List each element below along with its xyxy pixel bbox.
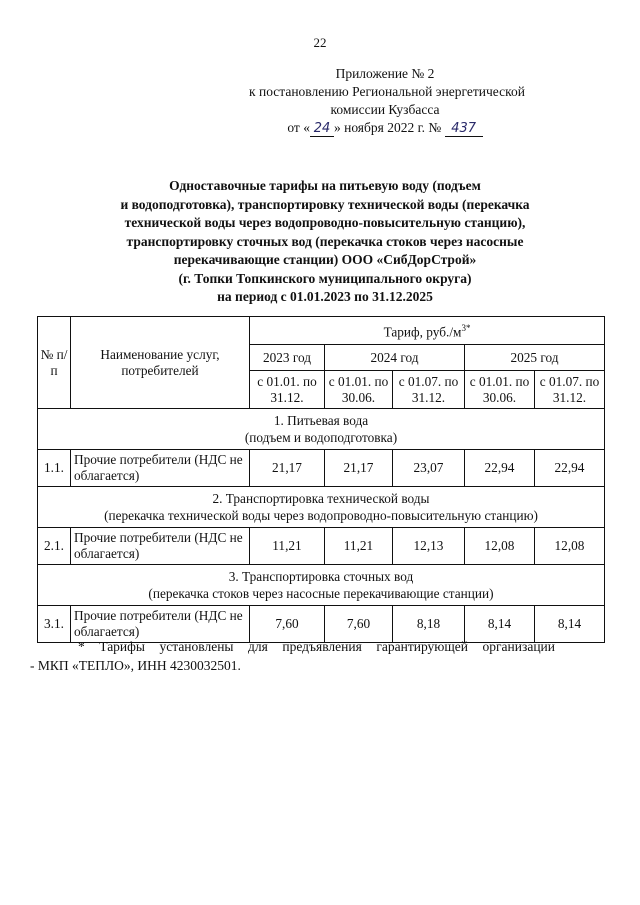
title-line: технической воды через водопроводно-повысительную станцию), bbox=[124, 215, 526, 230]
tariff-value: 22,94 bbox=[535, 450, 605, 487]
title-line: (г. Топки Топкинского муниципального округа) bbox=[178, 270, 472, 286]
tariff-value: 12,08 bbox=[535, 528, 605, 565]
tariff-header-label: Тариф, руб./м bbox=[383, 324, 462, 340]
handwritten-day: 24 bbox=[310, 122, 334, 137]
tariff-value: 8,18 bbox=[393, 606, 465, 643]
tariff-value: 7,60 bbox=[250, 606, 325, 643]
row-number: 1.1. bbox=[38, 450, 71, 487]
tariff-table bbox=[37, 316, 605, 643]
appendix-resolution-line: к постановлению Региональной энергетической bbox=[249, 84, 525, 99]
tariff-value: 23,07 bbox=[393, 450, 465, 487]
page-number: 22 bbox=[313, 35, 327, 50]
header-service-name: Наименование услуг, потребителей bbox=[71, 317, 250, 409]
appendix-commission-line: комиссии Кузбасса bbox=[330, 102, 440, 117]
period-cell: с 01.01. по 30.06. bbox=[325, 371, 393, 409]
footnote bbox=[30, 637, 555, 675]
tariff-value: 11,21 bbox=[325, 528, 393, 565]
section-header bbox=[38, 409, 605, 450]
section-subtitle: (подъем и водоподготовка) bbox=[244, 430, 398, 445]
row-number: 3.1. bbox=[38, 606, 71, 643]
section-title: 2. Транспортировка технической воды bbox=[212, 491, 430, 506]
period-cell: с 01.07. по 31.12. bbox=[393, 371, 465, 409]
appendix-date-line bbox=[220, 119, 550, 137]
section-title: 1. Питьевая вода bbox=[273, 413, 369, 428]
footnote-line: - МКП «ТЕПЛО», ИНН 4230032501. bbox=[30, 658, 241, 673]
row-service-name: Прочие потребители (НДС не облагается) bbox=[71, 528, 250, 565]
date-prefix: от « bbox=[287, 120, 310, 135]
year-2025: 2025 год bbox=[465, 345, 605, 371]
title-line: и водоподготовка), транспортировку технической воды (перекачка bbox=[120, 196, 530, 212]
tariff-value: 8,14 bbox=[535, 606, 605, 643]
document-title bbox=[60, 177, 590, 307]
tariff-value: 12,13 bbox=[393, 528, 465, 565]
row-service-name: Прочие потребители (НДС не облагается) bbox=[71, 450, 250, 487]
title-line: Одноставочные тарифы на питьевую воду (подъем bbox=[169, 178, 481, 193]
section-header bbox=[38, 565, 605, 606]
handwritten-resolution-number: 437 bbox=[445, 122, 483, 137]
section-header bbox=[38, 487, 605, 528]
tariff-value: 12,08 bbox=[465, 528, 535, 565]
tariff-value: 8,14 bbox=[465, 606, 535, 643]
date-middle: » ноября 2022 г. № bbox=[333, 120, 442, 135]
section-subtitle: (перекачка стоков через насосные перекачивающие станции) bbox=[148, 586, 494, 601]
period-cell: с 01.01. по 30.06. bbox=[465, 371, 535, 409]
tariff-value: 21,17 bbox=[250, 450, 325, 487]
title-line: на период с 01.01.2023 по 31.12.2025 bbox=[217, 289, 433, 304]
period-cell: с 01.01. по 31.12. bbox=[250, 371, 325, 409]
row-number: 2.1. bbox=[38, 528, 71, 565]
title-line: транспортировку сточных вод (перекачка стоков через насосные bbox=[126, 233, 524, 249]
section-title: 3. Транспортировка сточных вод bbox=[228, 569, 414, 584]
section-subtitle: (перекачка технической воды через водопроводно-повысительную станцию) bbox=[104, 508, 538, 523]
tariff-value: 7,60 bbox=[325, 606, 393, 643]
header-tariff bbox=[250, 317, 605, 345]
year-2024: 2024 год bbox=[325, 345, 465, 371]
header-number: № п/п bbox=[38, 317, 71, 409]
title-line: перекачивающие станции) ООО «СибДорСтрой» bbox=[173, 252, 477, 267]
tariff-value: 22,94 bbox=[465, 450, 535, 487]
tariff-header-superscript: 3* bbox=[461, 323, 471, 334]
year-2023: 2023 год bbox=[250, 345, 325, 371]
tariff-value: 11,21 bbox=[250, 528, 325, 565]
row-service-name: Прочие потребители (НДС не облагается) bbox=[71, 606, 250, 643]
appendix-title: Приложение № 2 bbox=[335, 66, 435, 81]
tariff-value: 21,17 bbox=[325, 450, 393, 487]
footnote-line: * Тарифы установлены для предъявления гарантирующей организации bbox=[78, 639, 555, 654]
period-cell: с 01.07. по 31.12. bbox=[535, 371, 605, 409]
